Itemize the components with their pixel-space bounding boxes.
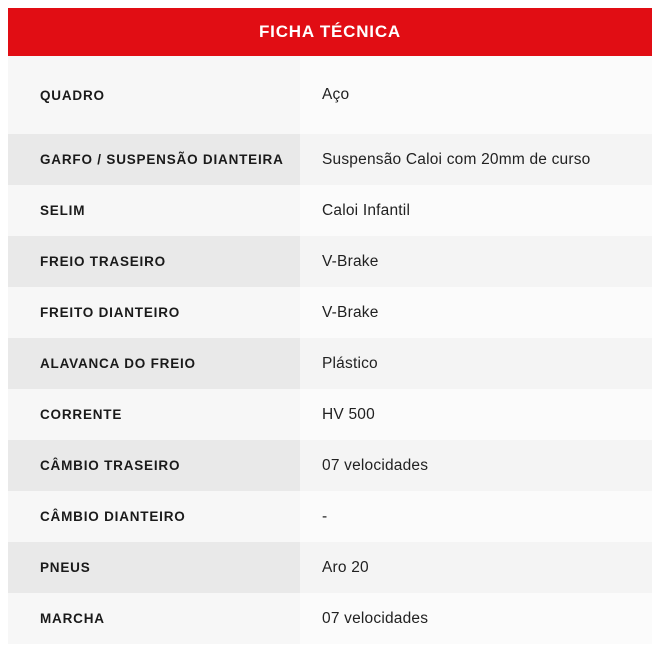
spec-row [8, 491, 652, 542]
spec-row [8, 593, 652, 644]
spec-value: 07 velocidades [300, 440, 652, 491]
spec-value: - [300, 491, 652, 542]
spec-label: PNEUS [8, 542, 300, 593]
spec-label: CÂMBIO TRASEIRO [8, 440, 300, 491]
spec-row [8, 185, 652, 236]
spec-value: Aço [300, 56, 652, 134]
spec-label: SELIM [8, 185, 300, 236]
spec-value: Caloi Infantil [300, 185, 652, 236]
spec-row [8, 440, 652, 491]
spec-label: QUADRO [8, 56, 300, 134]
spec-value: Aro 20 [300, 542, 652, 593]
spec-row [8, 389, 652, 440]
spec-label: MARCHA [8, 593, 300, 644]
spec-value: Suspensão Caloi com 20mm de curso [300, 134, 652, 185]
spec-row [8, 542, 652, 593]
spec-label: CORRENTE [8, 389, 300, 440]
sheet-title: FICHA TÉCNICA [259, 22, 401, 41]
spec-row [8, 287, 652, 338]
spec-label: FREIO TRASEIRO [8, 236, 300, 287]
spec-value: V-Brake [300, 236, 652, 287]
spec-label: ALAVANCA DO FREIO [8, 338, 300, 389]
spec-row [8, 236, 652, 287]
spec-table [8, 56, 652, 644]
spec-label: FREITO DIANTEIRO [8, 287, 300, 338]
spec-value: V-Brake [300, 287, 652, 338]
spec-label: GARFO / SUSPENSÃO DIANTEIRA [8, 134, 300, 185]
spec-value: 07 velocidades [300, 593, 652, 644]
spec-row [8, 134, 652, 185]
spec-value: HV 500 [300, 389, 652, 440]
spec-row [8, 56, 652, 134]
sheet-header [8, 8, 652, 56]
spec-value: Plástico [300, 338, 652, 389]
spec-row [8, 338, 652, 389]
spec-label: CÂMBIO DIANTEIRO [8, 491, 300, 542]
